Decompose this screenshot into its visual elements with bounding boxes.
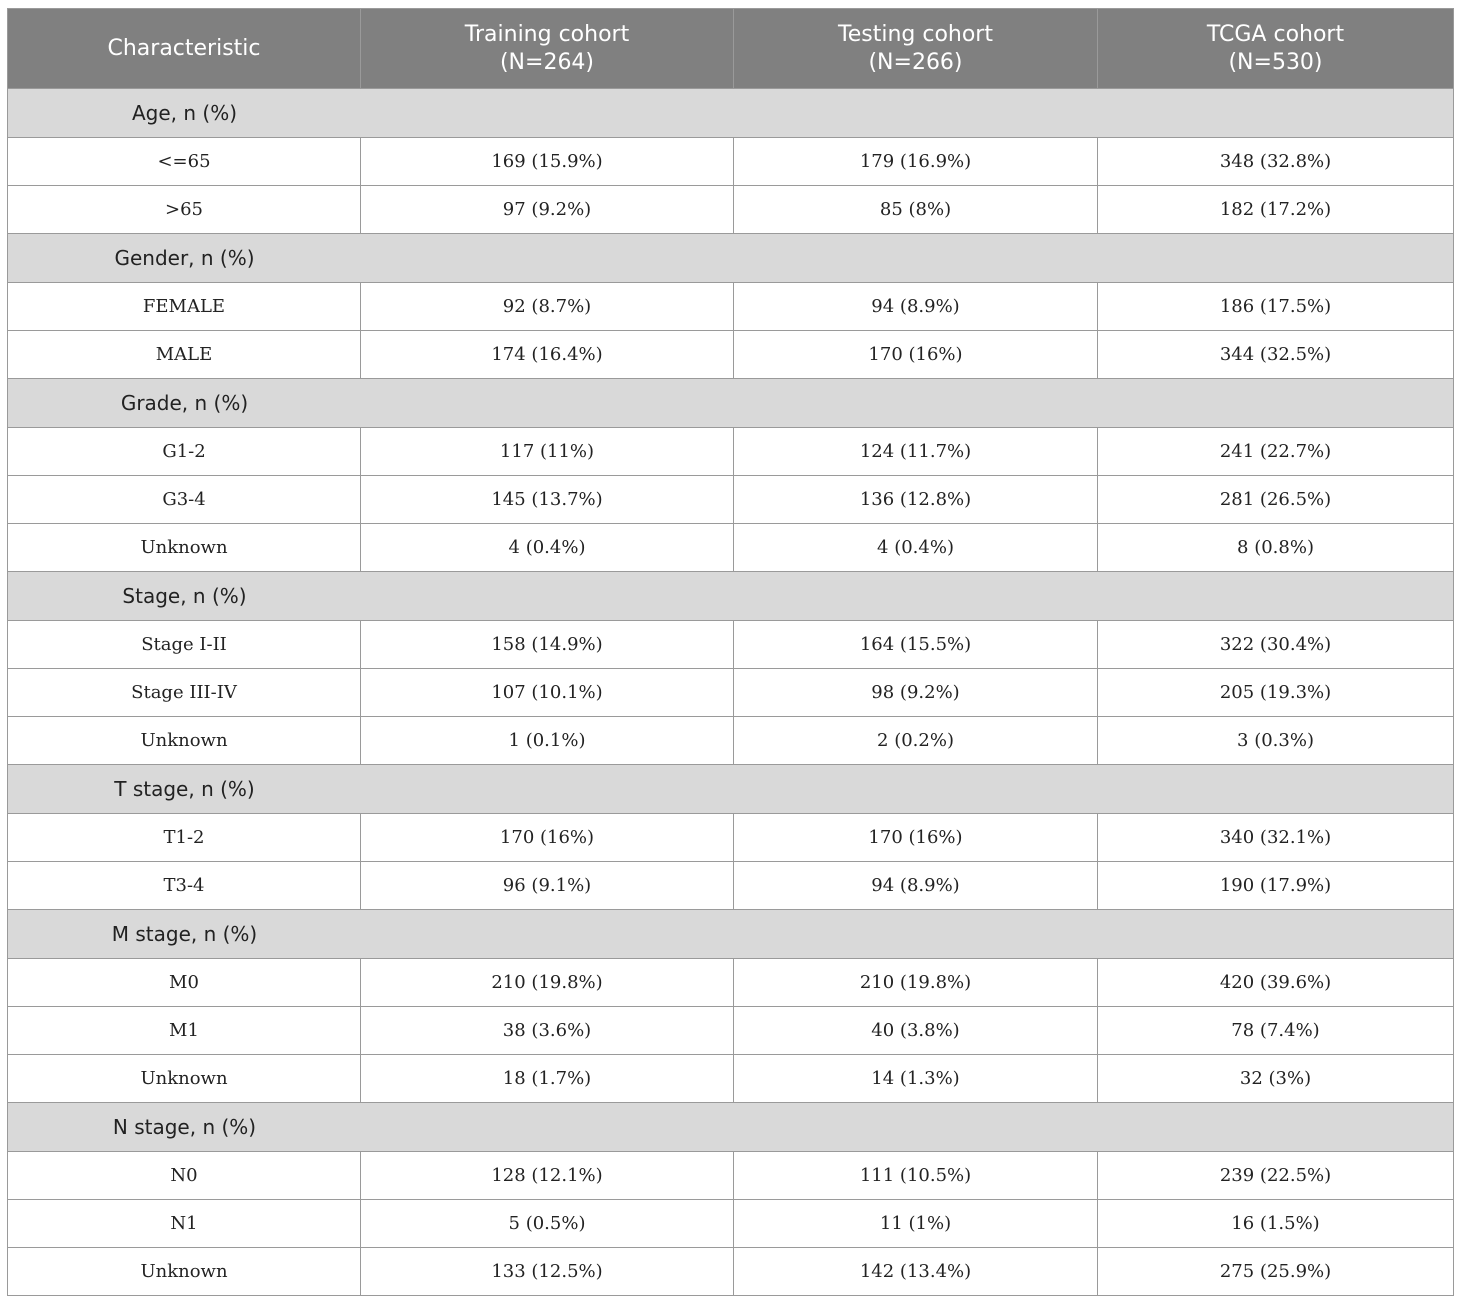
cell-training: 170 (16%) [361, 814, 734, 862]
cell-tcga: 281 (26.5%) [1098, 476, 1454, 524]
cell-training: 133 (12.5%) [361, 1248, 734, 1296]
cell-training: 18 (1.7%) [361, 1055, 734, 1103]
group-label: M stage, n (%) [111, 922, 258, 946]
cell-training: 38 (3.6%) [361, 1007, 734, 1055]
row-label-cell: G3-4 [8, 476, 361, 524]
row-label-cell: <=65 [8, 138, 361, 186]
group-label: N stage, n (%) [112, 1115, 257, 1139]
cohort-table-container [7, 8, 1453, 1296]
row-label-cell: MALE [8, 331, 361, 379]
row-label-cell: N0 [8, 1152, 361, 1200]
row-label-cell: Unknown [8, 1055, 361, 1103]
group-header-cell [8, 89, 1454, 138]
table-row [8, 959, 1454, 1007]
cell-testing: 98 (9.2%) [734, 669, 1098, 717]
cohort-characteristics-table [7, 8, 1454, 1296]
cell-training: 107 (10.1%) [361, 669, 734, 717]
header-tcga-count: (N=530) [1228, 49, 1323, 75]
cell-training: 97 (9.2%) [361, 186, 734, 234]
cell-testing: 85 (8%) [734, 186, 1098, 234]
table-row [8, 717, 1454, 765]
cell-testing: 94 (8.9%) [734, 862, 1098, 910]
header-row [8, 9, 1454, 89]
cell-tcga: 348 (32.8%) [1098, 138, 1454, 186]
header-training-title: Training cohort [464, 21, 630, 47]
cell-training: 169 (15.9%) [361, 138, 734, 186]
cell-tcga: 239 (22.5%) [1098, 1152, 1454, 1200]
cell-tcga: 8 (0.8%) [1098, 524, 1454, 572]
cell-tcga: 340 (32.1%) [1098, 814, 1454, 862]
row-label-cell: FEMALE [8, 283, 361, 331]
row-label-cell: Stage III-IV [8, 669, 361, 717]
cell-tcga: 3 (0.3%) [1098, 717, 1454, 765]
cell-tcga: 344 (32.5%) [1098, 331, 1454, 379]
table-row [8, 428, 1454, 476]
group-header-cell [8, 234, 1454, 283]
row-label-cell: Unknown [8, 717, 361, 765]
cell-tcga: 78 (7.4%) [1098, 1007, 1454, 1055]
group-header-row [8, 234, 1454, 283]
group-header-cell [8, 1103, 1454, 1152]
header-training-cohort [361, 9, 734, 89]
group-header-row [8, 765, 1454, 814]
table-row [8, 1055, 1454, 1103]
row-label-cell: T3-4 [8, 862, 361, 910]
cell-testing: 124 (11.7%) [734, 428, 1098, 476]
header-characteristic: Characteristic [8, 9, 361, 89]
row-label-cell: Stage I-II [8, 621, 361, 669]
table-row [8, 524, 1454, 572]
table-row [8, 621, 1454, 669]
cell-training: 174 (16.4%) [361, 331, 734, 379]
cell-tcga: 186 (17.5%) [1098, 283, 1454, 331]
cell-testing: 14 (1.3%) [734, 1055, 1098, 1103]
cell-training: 158 (14.9%) [361, 621, 734, 669]
row-label-cell: T1-2 [8, 814, 361, 862]
group-header-row [8, 89, 1454, 138]
table-row [8, 186, 1454, 234]
group-header-cell [8, 910, 1454, 959]
group-label: Grade, n (%) [120, 391, 249, 415]
cell-testing: 94 (8.9%) [734, 283, 1098, 331]
row-label-cell: N1 [8, 1200, 361, 1248]
cell-tcga: 16 (1.5%) [1098, 1200, 1454, 1248]
group-header-row [8, 910, 1454, 959]
cell-training: 4 (0.4%) [361, 524, 734, 572]
cell-tcga: 241 (22.7%) [1098, 428, 1454, 476]
table-row [8, 476, 1454, 524]
table-row [8, 1152, 1454, 1200]
table-row [8, 669, 1454, 717]
header-testing-count: (N=266) [868, 49, 963, 75]
cell-testing: 142 (13.4%) [734, 1248, 1098, 1296]
group-header-row [8, 1103, 1454, 1152]
cell-tcga: 322 (30.4%) [1098, 621, 1454, 669]
table-row [8, 1248, 1454, 1296]
cell-tcga: 275 (25.9%) [1098, 1248, 1454, 1296]
cell-testing: 2 (0.2%) [734, 717, 1098, 765]
table-row [8, 862, 1454, 910]
group-header-row [8, 379, 1454, 428]
table-row [8, 1200, 1454, 1248]
cell-training: 210 (19.8%) [361, 959, 734, 1007]
cell-training: 117 (11%) [361, 428, 734, 476]
cell-testing: 4 (0.4%) [734, 524, 1098, 572]
cell-testing: 210 (19.8%) [734, 959, 1098, 1007]
header-tcga-cohort [1098, 9, 1454, 89]
cell-training: 145 (13.7%) [361, 476, 734, 524]
cell-tcga: 190 (17.9%) [1098, 862, 1454, 910]
cell-training: 128 (12.1%) [361, 1152, 734, 1200]
group-header-cell [8, 765, 1454, 814]
cell-testing: 11 (1%) [734, 1200, 1098, 1248]
header-tcga-title: TCGA cohort [1206, 21, 1345, 47]
table-row [8, 283, 1454, 331]
row-label-cell: >65 [8, 186, 361, 234]
cell-training: 96 (9.1%) [361, 862, 734, 910]
cell-testing: 170 (16%) [734, 331, 1098, 379]
cell-testing: 179 (16.9%) [734, 138, 1098, 186]
row-label-cell: G1-2 [8, 428, 361, 476]
group-header-cell [8, 572, 1454, 621]
cell-tcga: 205 (19.3%) [1098, 669, 1454, 717]
cell-training: 92 (8.7%) [361, 283, 734, 331]
row-label-cell: M1 [8, 1007, 361, 1055]
table-body [8, 89, 1454, 1296]
table-row [8, 814, 1454, 862]
cell-testing: 170 (16%) [734, 814, 1098, 862]
group-label: Age, n (%) [131, 101, 238, 125]
cell-testing: 111 (10.5%) [734, 1152, 1098, 1200]
header-training-count: (N=264) [499, 49, 595, 75]
group-header-cell [8, 379, 1454, 428]
cell-training: 1 (0.1%) [361, 717, 734, 765]
group-label: Stage, n (%) [122, 584, 247, 608]
row-label-cell: Unknown [8, 1248, 361, 1296]
header-testing-title: Testing cohort [838, 21, 993, 47]
table-row [8, 1007, 1454, 1055]
cell-testing: 164 (15.5%) [734, 621, 1098, 669]
row-label-cell: M0 [8, 959, 361, 1007]
cell-training: 5 (0.5%) [361, 1200, 734, 1248]
table-row [8, 138, 1454, 186]
table-row [8, 331, 1454, 379]
row-label-cell: Unknown [8, 524, 361, 572]
header-testing-cohort [734, 9, 1098, 89]
group-label: Gender, n (%) [114, 246, 255, 270]
group-header-row [8, 572, 1454, 621]
cell-testing: 40 (3.8%) [734, 1007, 1098, 1055]
cell-tcga: 32 (3%) [1098, 1055, 1454, 1103]
cell-tcga: 420 (39.6%) [1098, 959, 1454, 1007]
group-label: T stage, n (%) [114, 777, 255, 801]
cell-testing: 136 (12.8%) [734, 476, 1098, 524]
cell-tcga: 182 (17.2%) [1098, 186, 1454, 234]
